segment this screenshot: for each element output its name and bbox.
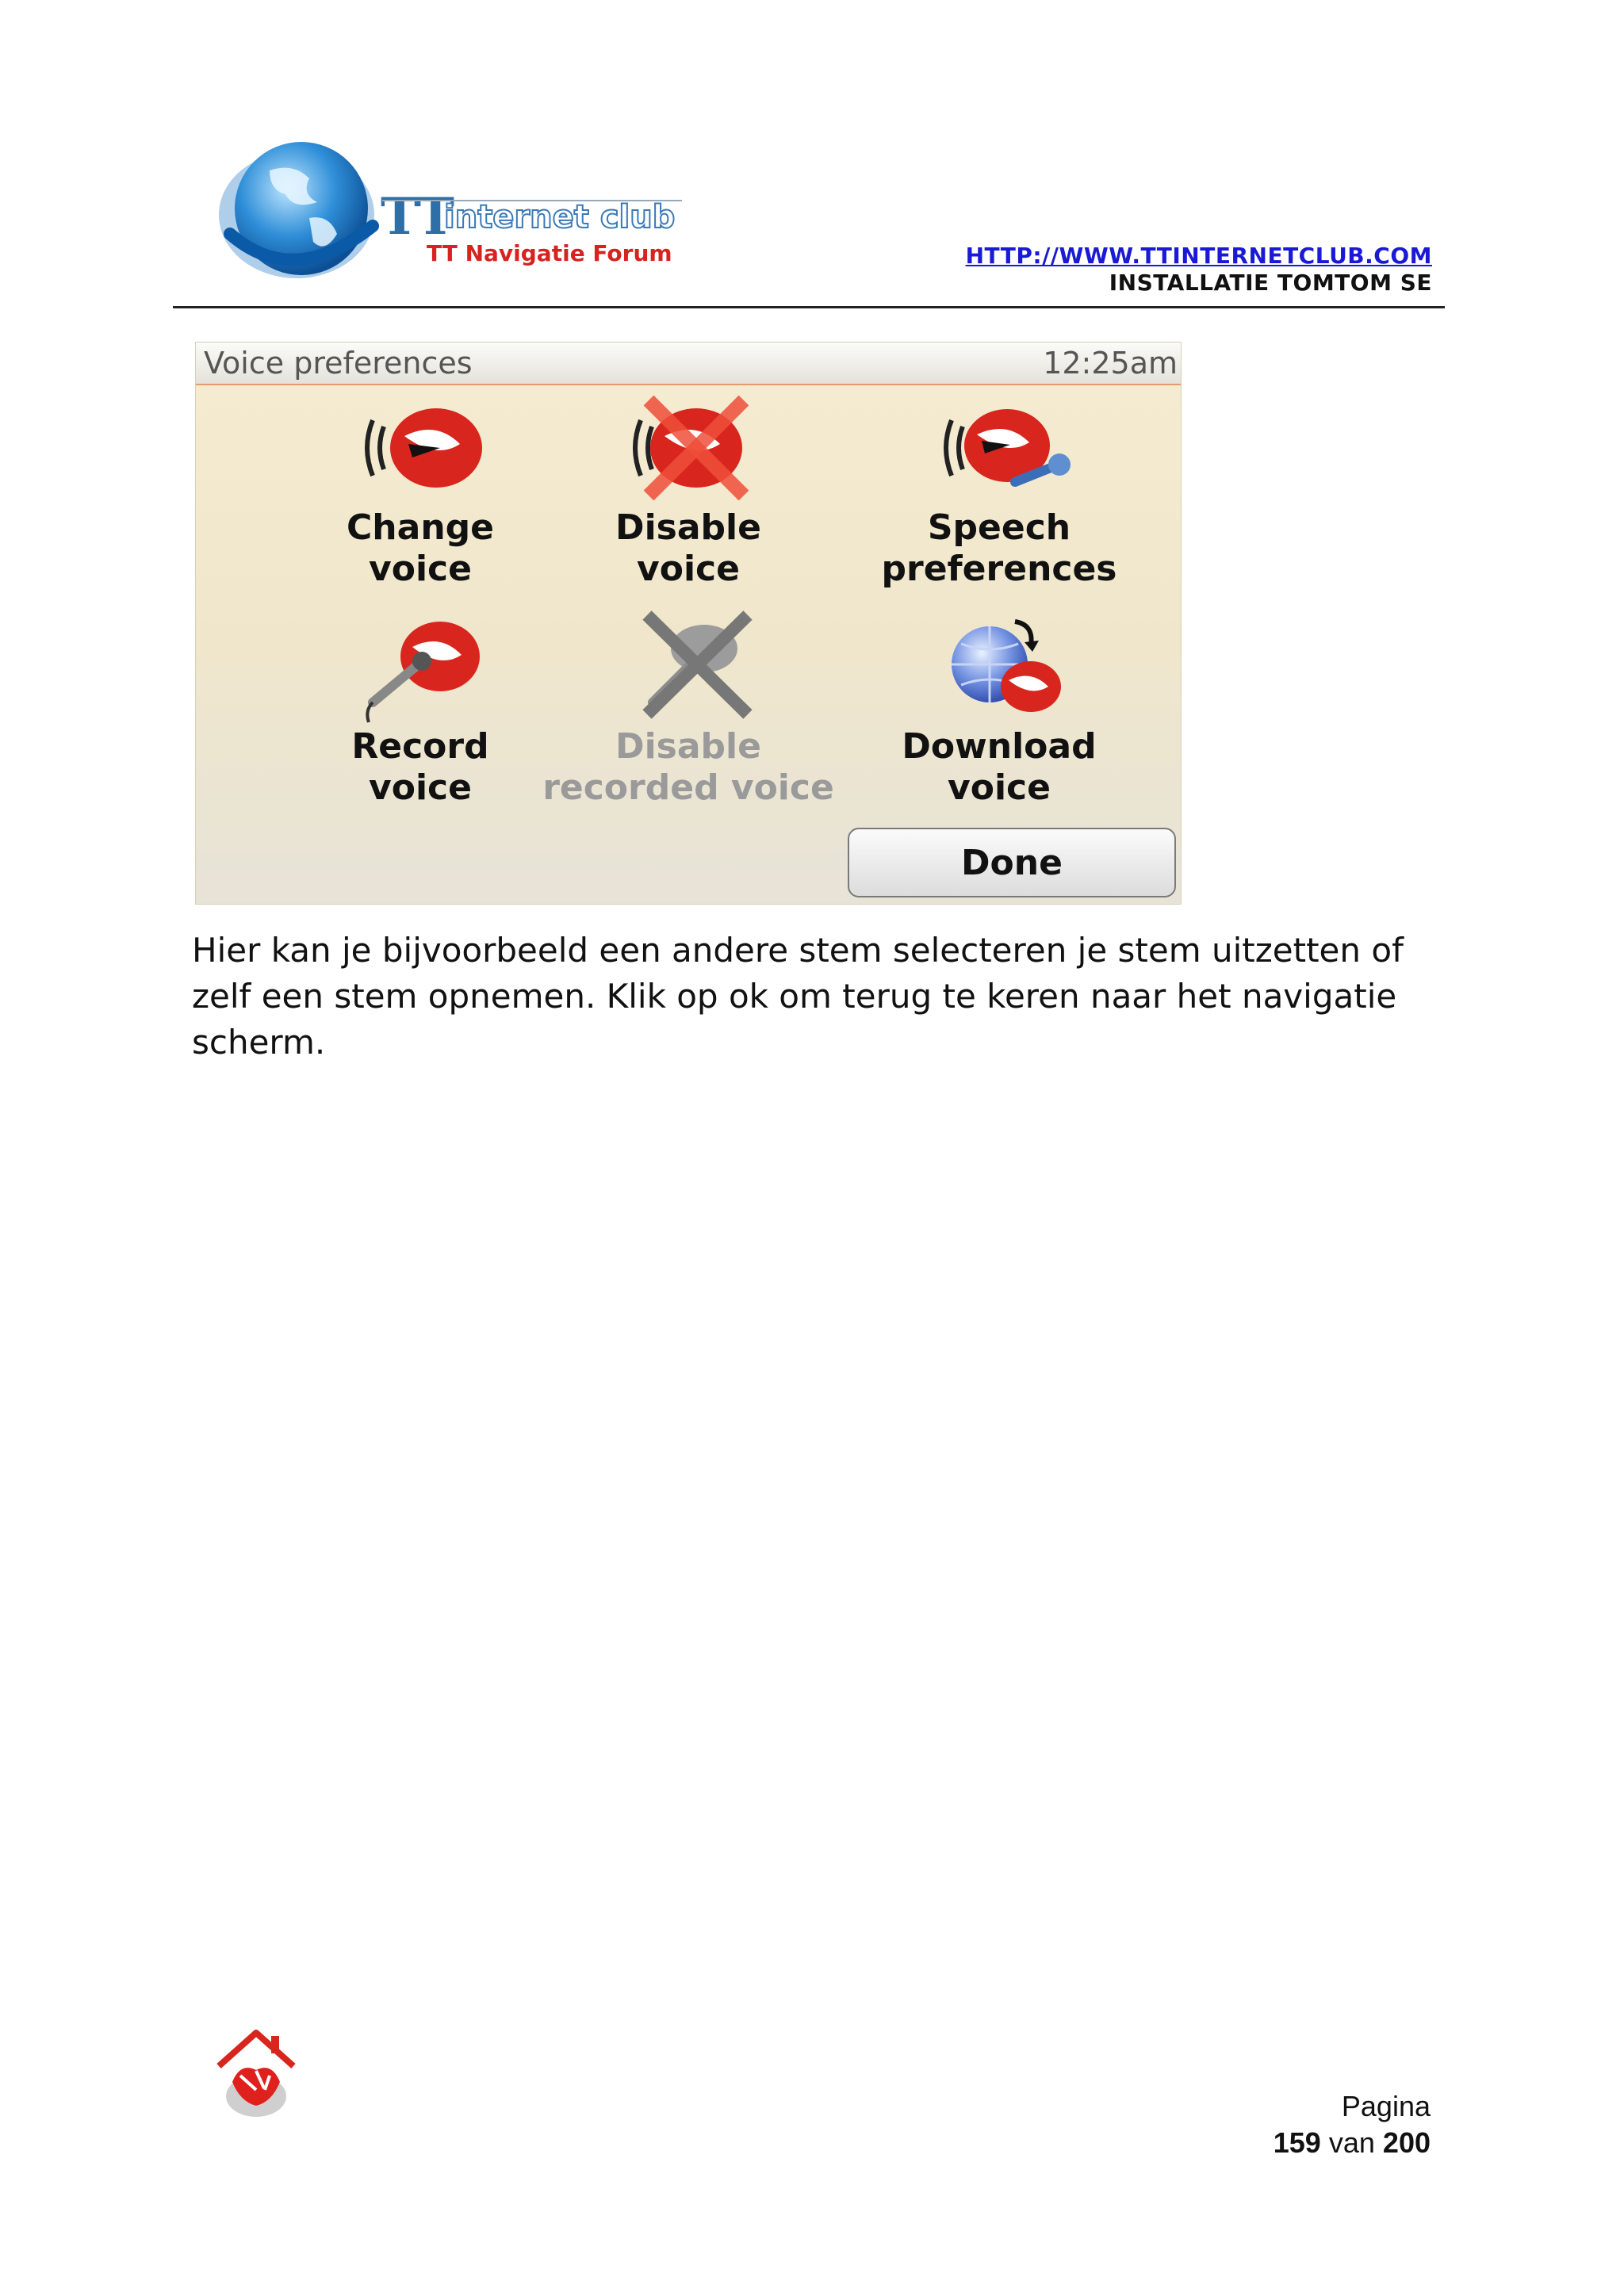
change-voice-label-2: voice (369, 549, 472, 589)
disable-recorded-voice-label-2: recorded voice (542, 767, 834, 808)
page-current: 159 (1273, 2126, 1321, 2159)
screen-clock: 12:25am (1043, 346, 1178, 381)
document-subtitle: INSTALLATIE TOMTOM SE (1109, 270, 1432, 296)
lips-crossed-icon (609, 388, 768, 507)
download-voice-label-1: Download (902, 726, 1097, 767)
record-voice-label-2: voice (369, 767, 472, 808)
svg-text:TT: TT (381, 187, 454, 247)
body-paragraph: Hier kan je bijvoorbeeld een andere stem selecteren je stem uitzetten of zelf een stem opnemen. Klik op ok om terug te keren naar het navigatie scherm. (192, 931, 1404, 1062)
change-voice-button[interactable] (266, 388, 575, 603)
speech-preferences-button[interactable] (845, 388, 1154, 603)
header-divider (173, 306, 1445, 308)
change-voice-label-1: Change (347, 507, 494, 548)
speech-preferences-label-2: preferences (881, 549, 1117, 589)
voice-preferences-screen (196, 342, 1181, 904)
download-voice-button[interactable] (845, 607, 1154, 821)
logo-subtitle: TT Navigatie Forum (427, 240, 672, 266)
site-url-link[interactable]: HTTP://WWW.TTINTERNETCLUB.COM (965, 243, 1432, 269)
download-voice-label-2: voice (948, 767, 1051, 808)
done-button[interactable]: Done (848, 828, 1176, 897)
disable-voice-button[interactable] (534, 388, 843, 603)
page-label: Pagina (1341, 2090, 1431, 2122)
screen-title: Voice preferences (204, 346, 473, 381)
page-separator: van (1328, 2126, 1375, 2159)
microphone-crossed-icon (609, 607, 768, 726)
site-logo (214, 139, 690, 281)
lips-wrench-icon (920, 388, 1078, 507)
page-total: 200 (1382, 2126, 1431, 2159)
page-number (1274, 2126, 1431, 2160)
record-voice-button[interactable] (266, 607, 575, 821)
screen-title-bar (196, 342, 1181, 385)
record-voice-label-1: Record (351, 726, 489, 767)
disable-voice-label-1: Disable (615, 507, 761, 548)
lips-microphone-icon (341, 607, 500, 726)
lips-sound-icon (341, 388, 500, 507)
disable-recorded-voice-button (534, 607, 843, 821)
globe-lips-icon (920, 607, 1078, 726)
disable-recorded-voice-label-1: Disable (615, 726, 761, 767)
svg-text:internet club: internet club (444, 199, 676, 235)
disable-voice-label-2: voice (637, 549, 740, 589)
home-hand-logo-icon (213, 2026, 300, 2122)
speech-preferences-label-1: Speech (927, 507, 1071, 548)
